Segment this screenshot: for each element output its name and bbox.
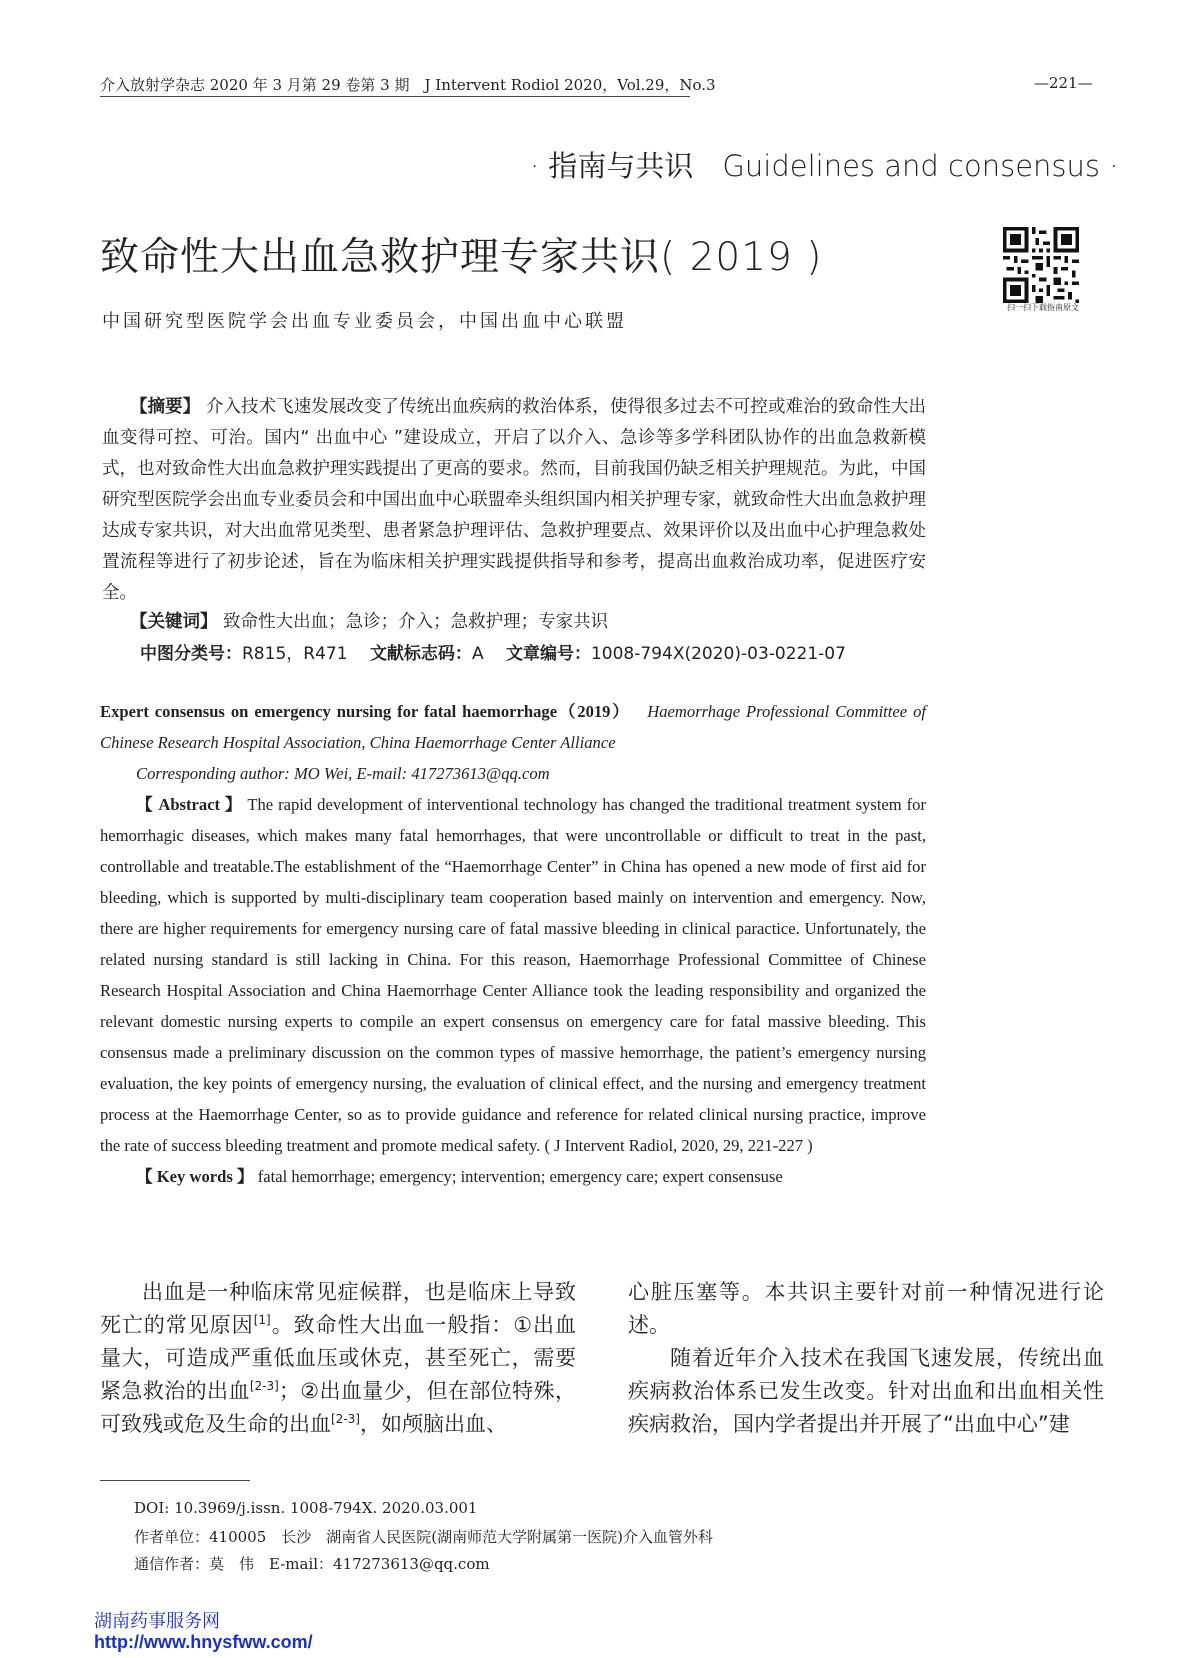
cn-keywords-label: 【关键词】 xyxy=(130,612,218,632)
en-keywords-label: 【 Key words 】 xyxy=(136,1167,254,1186)
body-right-column xyxy=(628,1276,1104,1441)
qr-caption: 扫一扫下载指南原文 xyxy=(1007,303,1079,312)
cn-keywords-text: 致命性大出血；急诊；介入；急救护理；专家共识 xyxy=(223,612,609,632)
footnote-rule xyxy=(100,1480,250,1481)
doc-code-label: 文献标志码： xyxy=(369,644,472,664)
classification-line xyxy=(140,639,846,664)
clc-value: R815，R471 xyxy=(242,644,348,664)
en-keywords: fatal hemorrhage; emergency; intervention; emergency care; expert consensuse xyxy=(257,1167,783,1186)
en-authors: Haemorrhage Professional Committee of Chinese Research Hospital Association, China Haemorrhage Center Alliance xyxy=(100,702,926,752)
column-title: · 指南与共识 Guidelines and consensus · xyxy=(530,149,1119,183)
watermark-site-name: 湖南药事服务网 xyxy=(94,1611,220,1632)
en-abstract-label: 【 Abstract 】 xyxy=(136,795,243,814)
doc-code-value: A xyxy=(471,644,484,664)
watermark-url[interactable]: http://www.hnysfww.com/ xyxy=(94,1632,313,1652)
article-number-value: 1008-794X(2020)-03-0221-07 xyxy=(590,644,846,664)
article-number-label: 文章编号： xyxy=(505,644,591,664)
en-corresponding: Corresponding author: MO Wei, E-mail: 417273613@qq.com xyxy=(136,764,550,783)
footnote-corresponding: 通信作者：莫 伟 E-mail：417273613@qq.com xyxy=(134,1555,490,1573)
body-paragraph: 随着近年介入技术在我国飞速发展，传统出血疾病救治体系已发生改变。针对出血和出血相关性疾病救治，国内学者提出并开展了“出血中心”建 xyxy=(628,1346,1104,1436)
en-citation: ( J Intervent Radiol, 2020, 29, 221-227 ) xyxy=(544,1136,813,1155)
qr-code-icon xyxy=(1003,227,1079,303)
cn-abstract-label: 【摘要】 xyxy=(130,397,201,417)
body-text: 。致命性大出血一般指：①出血量大，可造成严重低血压或休克，甚至死亡，需要紧急救治的出血 xyxy=(100,1313,577,1403)
body-text: ，如颅脑出血、 xyxy=(359,1412,507,1436)
citation-ref: [1] xyxy=(253,1313,271,1327)
body-text: ；②出血量少，但在部位特殊，可致残或危及生命的出血 xyxy=(100,1379,577,1436)
citation-ref: [2-3] xyxy=(331,1412,360,1426)
clc-label: 中图分类号： xyxy=(140,644,242,664)
en-title: Expert consensus on emergency nursing for fatal haemorrhage（2019） xyxy=(100,702,631,721)
header-rule xyxy=(100,96,690,97)
citation-ref: [2-3] xyxy=(249,1379,279,1393)
body-text: 出血是一种临床常见症候群，也是临床上导致死亡的常见原因 xyxy=(100,1280,576,1337)
en-abstract-text: The rapid development of interventional technology has changed the traditional treatment system for hemorrhagic diseases, which makes many fatal hemorrhages, that were uncontrollable or difficult to treat in the past, controllable and treatable.The establishment of the “Haemorrhage Center” in China has opened a new mode of first aid for bleeding, which is supported by multi-disciplinary team cooperation based mainly on intervention and emergency. Now, there are higher requirements for emergency nursing care of fatal massive bleeding in clinical paractice. Unfortunately, the related nursing standard is still lacking in China. For this reason, Haemorrhage Professional Committee of Chinese Research Hospital Association and China Haemorrhage Center Alliance took the leading responsibility and organized the relevant domestic nursing experts to compile an expert consensus on emergency care for fatal massive bleeding. This consensus made a preliminary discussion on the common types of massive hemorrhage, the patient’s emergency nursing evaluation, the key points of emergency nursing, the evaluation of clinical effect, and the nursing and emergency treatment process at the Haemorrhage Center, so as to provide guidance and reference for related clinical nursing practice, improve the rate of success bleeding treatment and promote medical safety. xyxy=(100,795,926,1155)
body-paragraph: 心脏压塞等。本共识主要针对前一种情况进行论述。 xyxy=(628,1280,1104,1337)
footnote-doi: DOI: 10.3969/j.issn. 1008-794X. 2020.03.001 xyxy=(134,1499,478,1517)
cn-keywords xyxy=(130,608,608,633)
footnote-affiliation: 作者单位：410005 长沙 湖南省人民医院(湖南师范大学附属第一医院)介入血管外科 xyxy=(134,1528,713,1546)
page-number: —221— xyxy=(1034,74,1093,92)
en-abstract-block xyxy=(100,696,926,1192)
article-title: 致命性大出血急救护理专家共识( 2019 ) xyxy=(100,235,823,280)
cn-abstract xyxy=(102,392,926,609)
running-head: 介入放射学杂志 2020 年 3 月第 29 卷第 3 期 J Intervent Rodiol 2020，Vol.29，No.3 xyxy=(100,76,716,94)
author-group: 中国研究型医院学会出血专业委员会，中国出血中心联盟 xyxy=(102,311,627,332)
body-left-column xyxy=(100,1276,576,1441)
cn-abstract-text: 介入技术飞速发展改变了传统出血疾病的救治体系，使得很多过去不可控或难治的致命性大出血变得可控、可治。国内“ 出血中心 ”建设成立，开启了以介入、急诊等多学科团队协作的出血急救新模式，也对致命性大出血急救护理实践提出了更高的要求。然而，目前我国仍缺乏相关护理规范。为此，中国研究型医院学会出血专业委员会和中国出血中心联盟牵头组织国内相关护理专家，就致命性大出血急救护理达成专家共识，对大出血常见类型、患者紧急护理评估、急救护理要点、效果评价以及出血中心护理急救处置流程等进行了初步论述，旨在为临床相关护理实践提供指导和参考，提高出血救治成功率，促进医疗安全。 xyxy=(102,397,927,603)
